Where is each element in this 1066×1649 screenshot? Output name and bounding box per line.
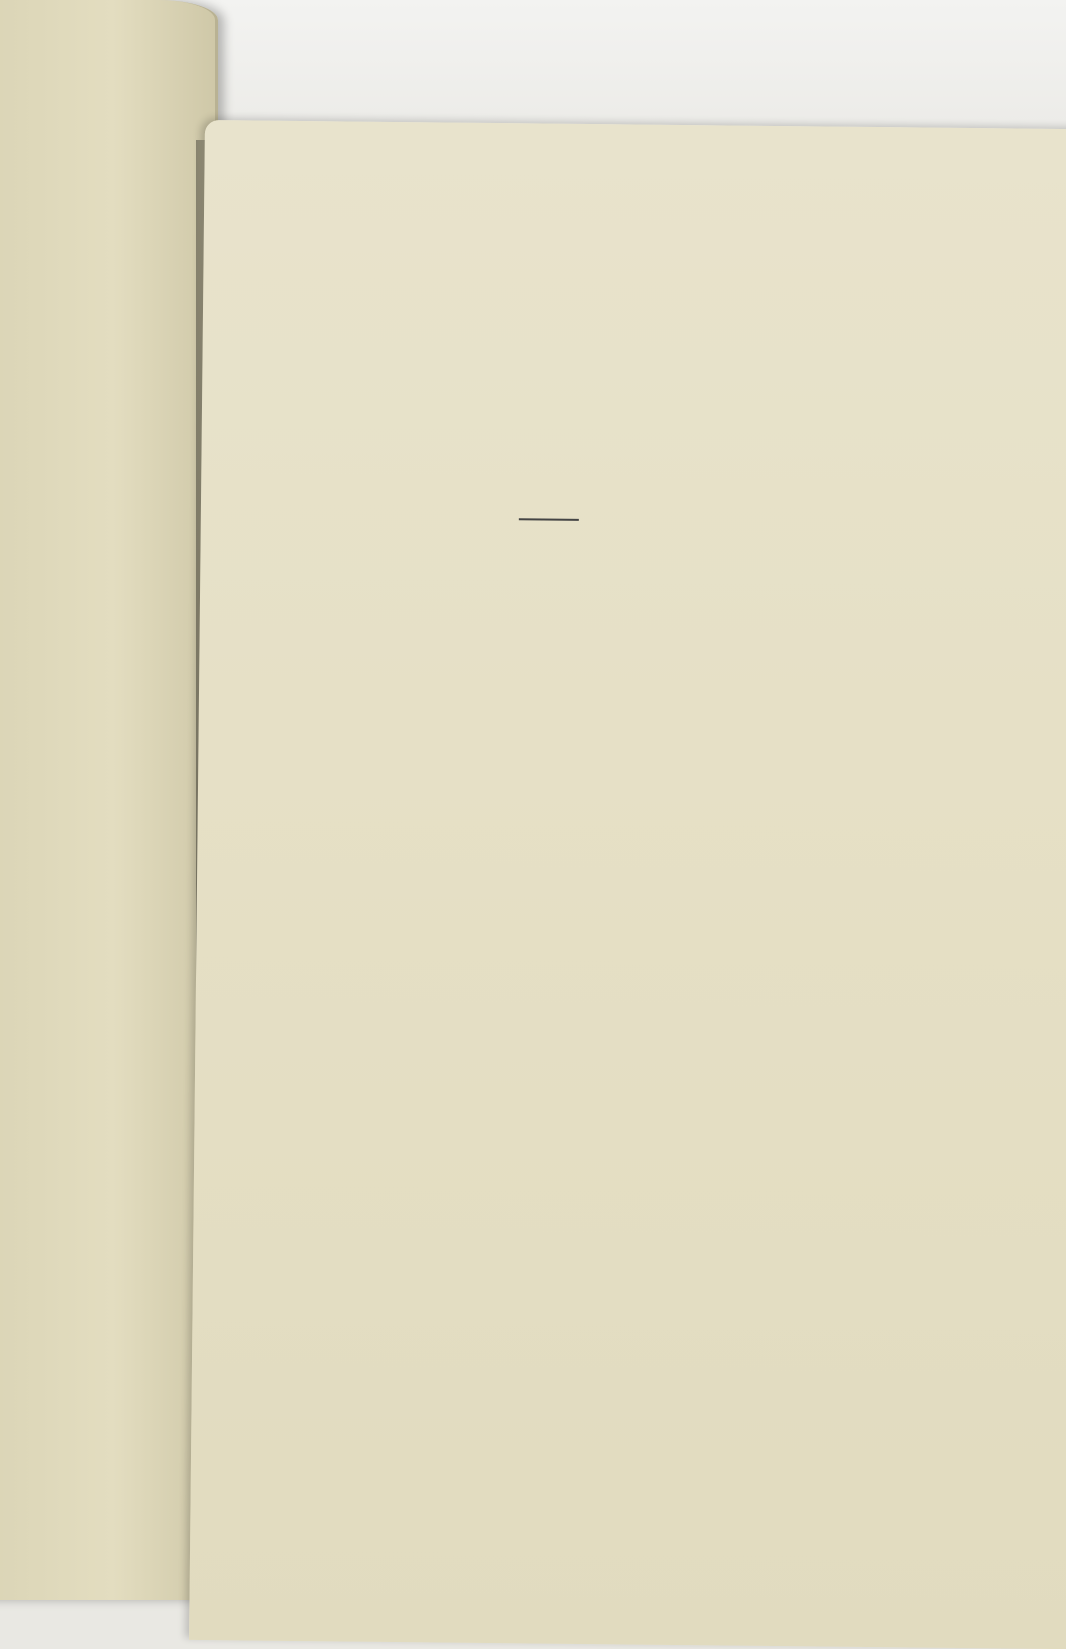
section-rule xyxy=(519,518,579,521)
page-content xyxy=(189,120,1066,1649)
left-page xyxy=(0,0,218,1600)
right-page xyxy=(189,120,1066,1649)
